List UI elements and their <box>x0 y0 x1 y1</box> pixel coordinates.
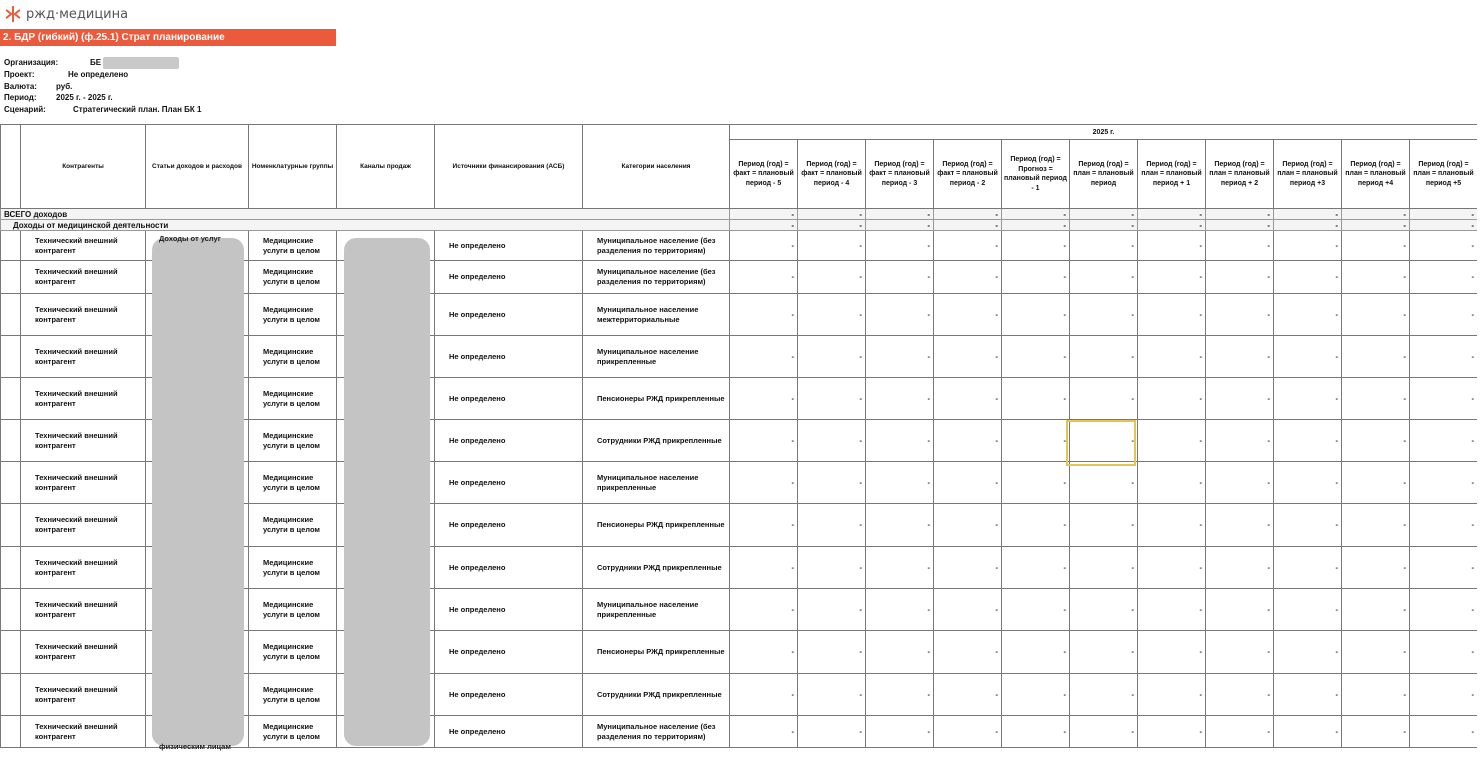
value-cell[interactable]: - <box>934 294 1002 336</box>
funding-cell[interactable]: Не определено <box>435 631 583 674</box>
group-cell[interactable]: Медицинские услуги в целом <box>249 294 337 336</box>
value-cell[interactable]: - <box>1070 504 1138 547</box>
row-header-cell[interactable] <box>1 674 21 716</box>
value-cell[interactable]: - <box>1138 231 1206 261</box>
group-cell[interactable]: Медицинские услуги в целом <box>249 261 337 294</box>
value-cell[interactable]: - <box>798 294 866 336</box>
value-cell[interactable]: - <box>798 547 866 589</box>
total-value-cell[interactable]: - <box>866 220 934 231</box>
total-value-cell[interactable]: - <box>1342 220 1410 231</box>
header-period[interactable]: Период (год) = факт = плановый период - 3 <box>866 140 934 209</box>
value-cell[interactable]: - <box>866 674 934 716</box>
total-row-label[interactable]: Доходы от медицинской деятельности <box>1 220 730 231</box>
total-value-cell[interactable]: - <box>798 209 866 220</box>
meta-value: БЕ <box>90 58 102 67</box>
value-cell[interactable]: - <box>1274 294 1342 336</box>
group-cell[interactable]: Медицинские услуги в целом <box>249 231 337 261</box>
header-group[interactable]: Номенклатурные группы <box>249 125 337 209</box>
value-cell[interactable]: - <box>1342 674 1410 716</box>
counterparty-cell[interactable]: Технический внешний контрагент <box>21 716 146 748</box>
header-sales-channel[interactable]: Каналы продаж <box>337 125 435 209</box>
counterparty-cell[interactable]: Технический внешний контрагент <box>21 589 146 631</box>
counterparty-cell[interactable]: Технический внешний контрагент <box>21 420 146 462</box>
category-cell[interactable]: Муниципальное население межтерриториальные <box>583 294 730 336</box>
value-cell[interactable]: - <box>1002 716 1070 748</box>
value-cell[interactable]: - <box>1070 420 1138 462</box>
header-period[interactable]: Период (год) = план = плановый период + 1 <box>1138 140 1206 209</box>
total-value-cell[interactable]: - <box>730 220 798 231</box>
value-cell[interactable]: - <box>866 547 934 589</box>
article-peek-bottom: физическим лицам <box>159 742 231 751</box>
value-cell[interactable]: - <box>934 547 1002 589</box>
row-header-cell[interactable] <box>1 462 21 504</box>
value-cell[interactable]: - <box>798 231 866 261</box>
row-header-cell[interactable] <box>1 631 21 674</box>
value-cell[interactable]: - <box>1138 674 1206 716</box>
value-cell[interactable]: - <box>1002 231 1070 261</box>
row-header-cell[interactable] <box>1 504 21 547</box>
value-cell[interactable]: - <box>1342 420 1410 462</box>
value-cell[interactable]: - <box>1138 716 1206 748</box>
value-cell[interactable]: - <box>798 716 866 748</box>
value-cell[interactable]: - <box>1002 420 1070 462</box>
value-cell[interactable]: - <box>730 294 798 336</box>
value-cell[interactable]: - <box>1138 631 1206 674</box>
total-value-cell[interactable]: - <box>798 220 866 231</box>
value-cell[interactable]: - <box>1206 631 1274 674</box>
value-cell[interactable]: - <box>1274 504 1342 547</box>
total-value-cell[interactable]: - <box>1410 220 1478 231</box>
value-cell[interactable]: - <box>1410 231 1478 261</box>
value-cell[interactable]: - <box>798 462 866 504</box>
meta-value: Стратегический план. План БК 1 <box>73 104 202 114</box>
value-cell[interactable]: - <box>934 716 1002 748</box>
value-cell[interactable]: - <box>1206 336 1274 378</box>
value-cell[interactable]: - <box>1274 231 1342 261</box>
group-cell[interactable]: Медицинские услуги в целом <box>249 674 337 716</box>
value-cell[interactable]: - <box>1002 674 1070 716</box>
counterparty-cell[interactable]: Технический внешний контрагент <box>21 462 146 504</box>
value-cell[interactable]: - <box>1274 462 1342 504</box>
value-cell[interactable]: - <box>1138 504 1206 547</box>
value-cell[interactable]: - <box>866 231 934 261</box>
category-cell[interactable]: Муниципальное население прикрепленные <box>583 589 730 631</box>
meta-key: Период: <box>4 93 37 102</box>
category-cell[interactable]: Муниципальное население (без разделения по территориям) <box>583 261 730 294</box>
value-cell[interactable]: - <box>1274 674 1342 716</box>
funding-cell[interactable]: Не определено <box>435 547 583 589</box>
value-cell[interactable]: - <box>1274 420 1342 462</box>
total-value-cell[interactable]: - <box>1002 209 1070 220</box>
funding-cell[interactable]: Не определено <box>435 674 583 716</box>
value-cell[interactable]: - <box>730 504 798 547</box>
value-cell[interactable]: - <box>1002 336 1070 378</box>
value-cell[interactable]: - <box>1138 589 1206 631</box>
rzd-logo-icon <box>4 5 22 23</box>
value-cell[interactable]: - <box>1410 631 1478 674</box>
total-row-label[interactable]: ВСЕГО доходов <box>1 209 730 220</box>
value-cell[interactable]: - <box>730 547 798 589</box>
counterparty-cell[interactable]: Технический внешний контрагент <box>21 294 146 336</box>
funding-cell[interactable]: Не определено <box>435 261 583 294</box>
funding-cell[interactable]: Не определено <box>435 294 583 336</box>
header-period[interactable]: Период (год) = факт = плановый период - 2 <box>934 140 1002 209</box>
meta-value: руб. <box>56 81 73 91</box>
value-cell[interactable]: - <box>934 504 1002 547</box>
category-cell[interactable]: Сотрудники РЖД прикрепленные <box>583 674 730 716</box>
meta-scenario <box>4 104 201 116</box>
value-cell[interactable]: - <box>1002 378 1070 420</box>
value-cell[interactable]: - <box>730 420 798 462</box>
value-cell[interactable]: - <box>1070 716 1138 748</box>
category-cell[interactable]: Муниципальное население (без разделения по территориям) <box>583 716 730 748</box>
meta-value: Не определено <box>68 70 129 79</box>
value-cell[interactable]: - <box>1342 547 1410 589</box>
value-cell[interactable]: - <box>1342 589 1410 631</box>
value-cell[interactable]: - <box>1206 674 1274 716</box>
value-cell[interactable]: - <box>1410 336 1478 378</box>
counterparty-cell[interactable]: Технический внешний контрагент <box>21 504 146 547</box>
header-period[interactable]: Период (год) = план = плановый период +4 <box>1342 140 1410 209</box>
meta-key: Сценарий: <box>4 104 46 114</box>
redacted-organization <box>103 57 179 69</box>
value-cell[interactable]: - <box>1342 231 1410 261</box>
brand-name: ржд·медицина <box>26 6 129 22</box>
value-cell[interactable]: - <box>866 294 934 336</box>
value-cell[interactable]: - <box>866 504 934 547</box>
value-cell[interactable]: - <box>1138 261 1206 294</box>
value-cell[interactable]: - <box>934 589 1002 631</box>
value-cell[interactable]: - <box>798 589 866 631</box>
meta-key: Проект: <box>4 70 35 79</box>
value-cell[interactable]: - <box>1206 547 1274 589</box>
value-cell[interactable]: - <box>1070 261 1138 294</box>
value-cell[interactable]: - <box>798 631 866 674</box>
funding-cell[interactable]: Не определено <box>435 378 583 420</box>
value-cell[interactable]: - <box>1002 261 1070 294</box>
value-cell[interactable]: - <box>1410 462 1478 504</box>
meta-value: 2025 г. - 2025 г. <box>56 93 113 102</box>
group-cell[interactable]: Медицинские услуги в целом <box>249 462 337 504</box>
value-cell[interactable]: - <box>730 462 798 504</box>
funding-cell[interactable]: Не определено <box>435 716 583 748</box>
value-cell[interactable]: - <box>1410 674 1478 716</box>
value-cell[interactable]: - <box>934 631 1002 674</box>
value-cell[interactable]: - <box>1002 589 1070 631</box>
value-cell[interactable]: - <box>1002 547 1070 589</box>
value-cell[interactable]: - <box>1138 462 1206 504</box>
row-header-cell[interactable] <box>1 378 21 420</box>
total-value-cell[interactable]: - <box>934 220 1002 231</box>
header-period[interactable]: Период (год) = план = плановый период <box>1070 140 1138 209</box>
counterparty-cell[interactable]: Технический внешний контрагент <box>21 261 146 294</box>
value-cell[interactable]: - <box>1410 504 1478 547</box>
counterparty-cell[interactable]: Технический внешний контрагент <box>21 547 146 589</box>
value-cell[interactable]: - <box>1274 589 1342 631</box>
report-title: 2. БДР (гибкий) (ф.25.1) Страт планирование <box>0 29 336 46</box>
value-cell[interactable]: - <box>1138 336 1206 378</box>
group-cell[interactable]: Медицинские услуги в целом <box>249 336 337 378</box>
brand-logo <box>4 4 128 24</box>
value-cell[interactable]: - <box>798 261 866 294</box>
meta-currency <box>4 81 201 93</box>
funding-cell[interactable]: Не определено <box>435 231 583 261</box>
value-cell[interactable]: - <box>730 716 798 748</box>
meta-project <box>4 69 201 81</box>
group-cell[interactable]: Медицинские услуги в целом <box>249 589 337 631</box>
category-cell[interactable]: Муниципальное население прикрепленные <box>583 336 730 378</box>
value-cell[interactable]: - <box>1206 231 1274 261</box>
value-cell[interactable]: - <box>1206 378 1274 420</box>
row-header-cell[interactable] <box>1 420 21 462</box>
value-cell[interactable]: - <box>866 261 934 294</box>
header-period[interactable]: Период (год) = факт = плановый период - 4 <box>798 140 866 209</box>
category-cell[interactable]: Сотрудники РЖД прикрепленные <box>583 420 730 462</box>
value-cell[interactable]: - <box>730 674 798 716</box>
value-cell[interactable]: - <box>934 378 1002 420</box>
total-value-cell[interactable]: - <box>730 209 798 220</box>
value-cell[interactable]: - <box>1206 504 1274 547</box>
value-cell[interactable]: - <box>730 589 798 631</box>
value-cell[interactable]: - <box>1002 504 1070 547</box>
total-value-cell[interactable]: - <box>1206 209 1274 220</box>
value-cell[interactable]: - <box>1410 420 1478 462</box>
total-value-cell[interactable]: - <box>1274 209 1342 220</box>
row-header-cell[interactable] <box>1 261 21 294</box>
value-cell[interactable]: - <box>1070 631 1138 674</box>
value-cell[interactable]: - <box>1070 231 1138 261</box>
value-cell[interactable]: - <box>866 378 934 420</box>
value-cell[interactable]: - <box>798 336 866 378</box>
redacted-article-column <box>152 238 244 746</box>
value-cell[interactable]: - <box>1070 589 1138 631</box>
value-cell[interactable]: - <box>1410 716 1478 748</box>
value-cell[interactable]: - <box>1002 462 1070 504</box>
value-cell[interactable]: - <box>1274 547 1342 589</box>
row-header-cell[interactable] <box>1 294 21 336</box>
value-cell[interactable]: - <box>934 231 1002 261</box>
header-period[interactable]: Период (год) = план = плановый период + 2 <box>1206 140 1274 209</box>
value-cell[interactable]: - <box>866 716 934 748</box>
total-value-cell[interactable]: - <box>1342 209 1410 220</box>
value-cell[interactable]: - <box>1274 336 1342 378</box>
header-period[interactable]: Период (год) = план = плановый период +3 <box>1274 140 1342 209</box>
header-category[interactable]: Категории населения <box>583 125 730 209</box>
value-cell[interactable]: - <box>866 589 934 631</box>
total-value-cell[interactable]: - <box>1070 220 1138 231</box>
group-cell[interactable]: Медицинские услуги в целом <box>249 420 337 462</box>
category-cell[interactable]: Муниципальное население (без разделения по территориям) <box>583 231 730 261</box>
value-cell[interactable]: - <box>798 674 866 716</box>
report-parameters <box>4 57 201 115</box>
total-value-cell[interactable]: - <box>1138 220 1206 231</box>
funding-cell[interactable]: Не определено <box>435 336 583 378</box>
category-cell[interactable]: Сотрудники РЖД прикрепленные <box>583 547 730 589</box>
meta-key: Организация: <box>4 58 59 67</box>
header-period[interactable]: Период (год) = Прогноз = плановый период - 1 <box>1002 140 1070 209</box>
value-cell[interactable]: - <box>1342 462 1410 504</box>
value-cell[interactable]: - <box>1206 589 1274 631</box>
value-cell[interactable]: - <box>934 261 1002 294</box>
value-cell[interactable]: - <box>1070 547 1138 589</box>
header-period[interactable]: Период (год) = план = плановый период +5 <box>1410 140 1478 209</box>
value-cell[interactable]: - <box>798 420 866 462</box>
total-value-cell[interactable]: - <box>1410 209 1478 220</box>
counterparty-cell[interactable]: Технический внешний контрагент <box>21 378 146 420</box>
medical-income-row <box>1 220 1478 231</box>
total-income-row <box>1 209 1478 220</box>
value-cell[interactable]: - <box>866 336 934 378</box>
value-cell[interactable]: - <box>1138 378 1206 420</box>
funding-cell[interactable]: Не определено <box>435 420 583 462</box>
header-funding[interactable]: Источники финансирования (АСБ) <box>435 125 583 209</box>
value-cell[interactable]: - <box>730 378 798 420</box>
row-header-cell[interactable] <box>1 589 21 631</box>
value-cell[interactable]: - <box>1410 547 1478 589</box>
category-cell[interactable]: Муниципальное население прикрепленные <box>583 462 730 504</box>
group-cell[interactable]: Медицинские услуги в целом <box>249 504 337 547</box>
value-cell[interactable]: - <box>1342 336 1410 378</box>
header-counterparty[interactable]: Контрагенты <box>21 125 146 209</box>
value-cell[interactable]: - <box>1342 378 1410 420</box>
total-value-cell[interactable]: - <box>1070 209 1138 220</box>
header-article[interactable]: Статьи доходов и расходов <box>146 125 249 209</box>
value-cell[interactable]: - <box>1410 261 1478 294</box>
value-cell[interactable]: - <box>1002 631 1070 674</box>
group-cell[interactable]: Медицинские услуги в целом <box>249 378 337 420</box>
value-cell[interactable]: - <box>1206 294 1274 336</box>
value-cell[interactable]: - <box>730 631 798 674</box>
value-cell[interactable]: - <box>1070 294 1138 336</box>
counterparty-cell[interactable]: Технический внешний контрагент <box>21 674 146 716</box>
value-cell[interactable]: - <box>1206 420 1274 462</box>
value-cell[interactable]: - <box>1274 716 1342 748</box>
row-header-cell[interactable] <box>1 547 21 589</box>
header-period[interactable]: Период (год) = факт = плановый период - 5 <box>730 140 798 209</box>
counterparty-cell[interactable]: Технический внешний контрагент <box>21 231 146 261</box>
total-value-cell[interactable]: - <box>1138 209 1206 220</box>
value-cell[interactable]: - <box>934 462 1002 504</box>
category-cell[interactable]: Пенсионеры РЖД прикрепленные <box>583 631 730 674</box>
value-cell[interactable]: - <box>1070 462 1138 504</box>
category-cell[interactable]: Пенсионеры РЖД прикрепленные <box>583 504 730 547</box>
value-cell[interactable]: - <box>1070 336 1138 378</box>
value-cell[interactable]: - <box>1138 420 1206 462</box>
value-cell[interactable]: - <box>1410 294 1478 336</box>
value-cell[interactable]: - <box>866 631 934 674</box>
funding-cell[interactable]: Не определено <box>435 504 583 547</box>
value-cell[interactable]: - <box>1138 547 1206 589</box>
value-cell[interactable]: - <box>1342 261 1410 294</box>
total-value-cell[interactable]: - <box>1002 220 1070 231</box>
value-cell[interactable]: - <box>1342 294 1410 336</box>
row-header-corner <box>1 125 21 209</box>
counterparty-cell[interactable]: Технический внешний контрагент <box>21 631 146 674</box>
row-header-cell[interactable] <box>1 716 21 748</box>
group-cell[interactable]: Медицинские услуги в целом <box>249 716 337 748</box>
redacted-sales-channel-column <box>344 238 430 746</box>
value-cell[interactable]: - <box>1274 631 1342 674</box>
group-cell[interactable]: Медицинские услуги в целом <box>249 631 337 674</box>
meta-key: Валюта: <box>4 81 37 91</box>
value-cell[interactable]: - <box>1342 504 1410 547</box>
meta-period <box>4 92 201 104</box>
total-value-cell[interactable]: - <box>1206 220 1274 231</box>
value-cell[interactable]: - <box>1206 716 1274 748</box>
value-cell[interactable]: - <box>798 378 866 420</box>
value-cell[interactable]: - <box>730 261 798 294</box>
value-cell[interactable]: - <box>1002 294 1070 336</box>
value-cell[interactable]: - <box>866 420 934 462</box>
total-value-cell[interactable]: - <box>1274 220 1342 231</box>
value-cell[interactable]: - <box>934 420 1002 462</box>
value-cell[interactable]: - <box>730 231 798 261</box>
value-cell[interactable]: - <box>798 504 866 547</box>
article-peek-top: Доходы от услуг <box>159 234 221 243</box>
value-cell[interactable]: - <box>934 674 1002 716</box>
value-cell[interactable]: - <box>1070 378 1138 420</box>
group-cell[interactable]: Медицинские услуги в целом <box>249 547 337 589</box>
value-cell[interactable]: - <box>1410 589 1478 631</box>
counterparty-cell[interactable]: Технический внешний контрагент <box>21 336 146 378</box>
funding-cell[interactable]: Не определено <box>435 462 583 504</box>
row-header-cell[interactable] <box>1 231 21 261</box>
value-cell[interactable]: - <box>1274 378 1342 420</box>
value-cell[interactable]: - <box>1274 261 1342 294</box>
meta-organization <box>4 57 201 69</box>
value-cell[interactable]: - <box>730 336 798 378</box>
funding-cell[interactable]: Не определено <box>435 589 583 631</box>
value-cell[interactable]: - <box>1410 378 1478 420</box>
row-header-cell[interactable] <box>1 336 21 378</box>
value-cell[interactable]: - <box>934 336 1002 378</box>
value-cell[interactable]: - <box>1138 294 1206 336</box>
value-cell[interactable]: - <box>1070 674 1138 716</box>
total-value-cell[interactable]: - <box>866 209 934 220</box>
total-value-cell[interactable]: - <box>934 209 1002 220</box>
value-cell[interactable]: - <box>1342 631 1410 674</box>
value-cell[interactable]: - <box>1342 716 1410 748</box>
value-cell[interactable]: - <box>866 462 934 504</box>
value-cell[interactable]: - <box>1206 261 1274 294</box>
header-year[interactable]: 2025 г. <box>730 125 1478 140</box>
category-cell[interactable]: Пенсионеры РЖД прикрепленные <box>583 378 730 420</box>
value-cell[interactable]: - <box>1206 462 1274 504</box>
